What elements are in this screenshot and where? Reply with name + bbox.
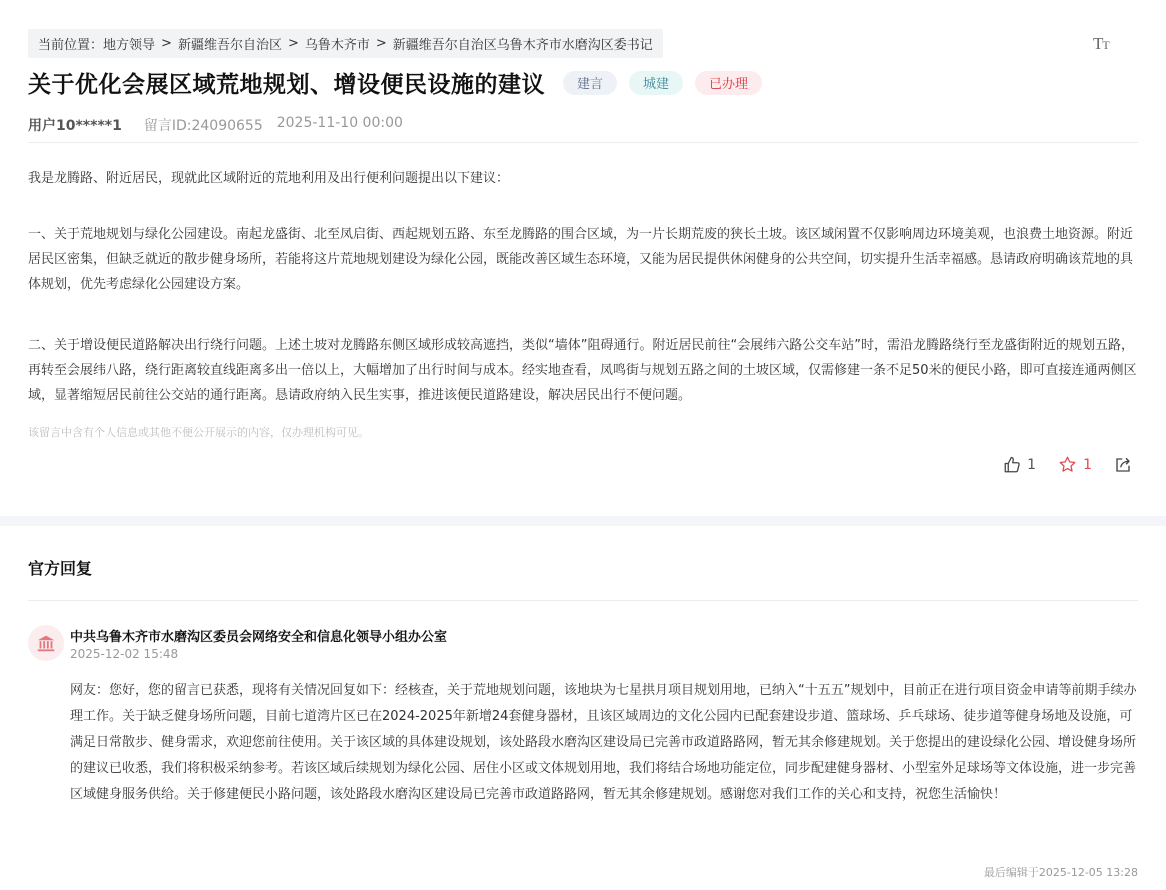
divider <box>28 600 1138 601</box>
post-meta <box>28 115 403 135</box>
breadcrumb-item-leader[interactable]: 新疆维吾尔自治区乌鲁木齐市水磨沟区委书记 <box>392 38 653 53</box>
post-actions <box>981 455 1138 474</box>
reply-org-name: 中共乌鲁木齐市水磨沟区委员会网络安全和信息化领导小组办公室 <box>70 630 448 645</box>
favorite-button[interactable] <box>1058 455 1092 474</box>
post-paragraph: 我是龙腾路、附近居民，现就此区域附近的荒地利用及出行便利问题提出以下建议： <box>28 171 510 186</box>
divider <box>28 142 1138 143</box>
title-row <box>28 66 762 99</box>
favorite-count: 1 <box>1083 456 1092 473</box>
like-button[interactable] <box>1003 456 1036 474</box>
share-icon <box>1114 456 1132 474</box>
message-id: 留言ID:24090655 <box>143 118 263 134</box>
thumbs-up-icon <box>1003 456 1021 474</box>
privacy-notice: 该留言中含有个人信息或其他不便公开展示的内容，仅办理机构可见。 <box>28 426 369 439</box>
breadcrumb-label: 当前位置： <box>38 38 104 53</box>
last-edited: 最后编辑于2025-12-05 13:28 <box>983 866 1138 879</box>
breadcrumb-item-city[interactable]: 乌鲁木齐市 <box>304 38 370 53</box>
reply-section-title: 官方回复 <box>28 559 93 578</box>
breadcrumb-separator: > <box>287 36 299 51</box>
post-paragraph: 一、关于荒地规划与绿化公园建设。南起龙盛街、北至凤启街、西起规划五路、东至龙腾路的围合区域，为一片长期荒废的狭长土坡。该区域闲置不仅影响周边环境美观，也浪费土地资源。附近居民区密集，但缺乏就近的散步健身场所，若能将这片荒地规划建设为绿化公园，既能改善区域生态环境，又能为居民提供休闲健身的公共空间，切实提升生活幸福感。恳请政府明确该荒地的具体规划，优先考虑绿化公园建设方案。 <box>28 227 1134 292</box>
breadcrumb-item-province[interactable]: 新疆维吾尔自治区 <box>177 38 282 53</box>
tag-advice: 建言 <box>563 71 617 95</box>
author-name: 用户10*****1 <box>28 118 122 134</box>
font-size-icon[interactable]: TT <box>1093 34 1109 53</box>
government-building-icon <box>28 625 64 661</box>
tag-urban-construction: 城建 <box>629 71 683 95</box>
post-paragraph: 二、关于增设便民道路解决出行绕行问题。上述土坡对龙腾路东侧区域形成较高遮挡，类似“墙体”阻碍通行。附近居民前往“会展纬六路公交车站”时，需沿龙腾路绕行至龙盛街附近的规划五路，再转至会展纬八路，绕行距离较直线距离多出一倍以上，大幅增加了出行时间与成本。经实地查看，凤鸣街与规划五路之间的土坡区域，仅需修建一条不足50米的便民小路，即可直接连通两侧区域，显著缩短居民前往公交站的通行距离。恳请政府纳入民生实事，推进该便民道路建设，解决居民出行不便问题。 <box>28 338 1137 403</box>
share-button[interactable] <box>1114 456 1138 474</box>
reply-time: 2025-12-02 15:48 <box>70 647 179 661</box>
breadcrumb-item-region[interactable]: 地方领导 <box>103 38 156 53</box>
breadcrumb-separator: > <box>161 36 172 51</box>
breadcrumb-separator: > <box>375 36 387 51</box>
post-date: 2025-11-10 00:00 <box>276 115 403 131</box>
page-title: 关于优化会展区域荒地规划、增设便民设施的建议 <box>28 72 545 98</box>
like-count: 1 <box>1027 456 1037 473</box>
reply-body: 网友：您好，您的留言已获悉，现将有关情况回复如下：经核查，关于荒地规划问题，该地块为七星拱月项目规划用地，已纳入“十五五”规划中，目前正在进行项目资金申请等前期手续办理工作。关于缺乏健身场所问题，目前七道湾片区已在2024-2025年新增24套健身器材，且该区域周边的文化公园内已配套建设步道、篮球场、乒乓球场、徒步道等健身场地及设施，可满足日常散步、健身需求，欢迎您前往使用。关于该区域的具体建设规划，该处路段水磨沟区建设局已完善市政道路路网，暂无其余修建规划。关于您提出的建设绿化公园、增设健身场所的建议已收悉，我们将积极采纳参考。若该区域后续规划为绿化公园、居住小区或文体规划用地，我们将结合场地功能定位，同步配建健身器材、小型室外足球场等文体设施，进一步完善区域健身服务供给。关于修建便民小路问题，该处路段水磨沟区建设局已完善市政道路路网，暂无其余修建规划。感谢您对我们工作的关心和支持，祝您生活愉快！ <box>70 683 1137 802</box>
section-divider-band <box>0 516 1166 526</box>
star-icon <box>1058 455 1077 474</box>
status-badge: 已办理 <box>695 71 762 95</box>
breadcrumb <box>28 29 663 58</box>
